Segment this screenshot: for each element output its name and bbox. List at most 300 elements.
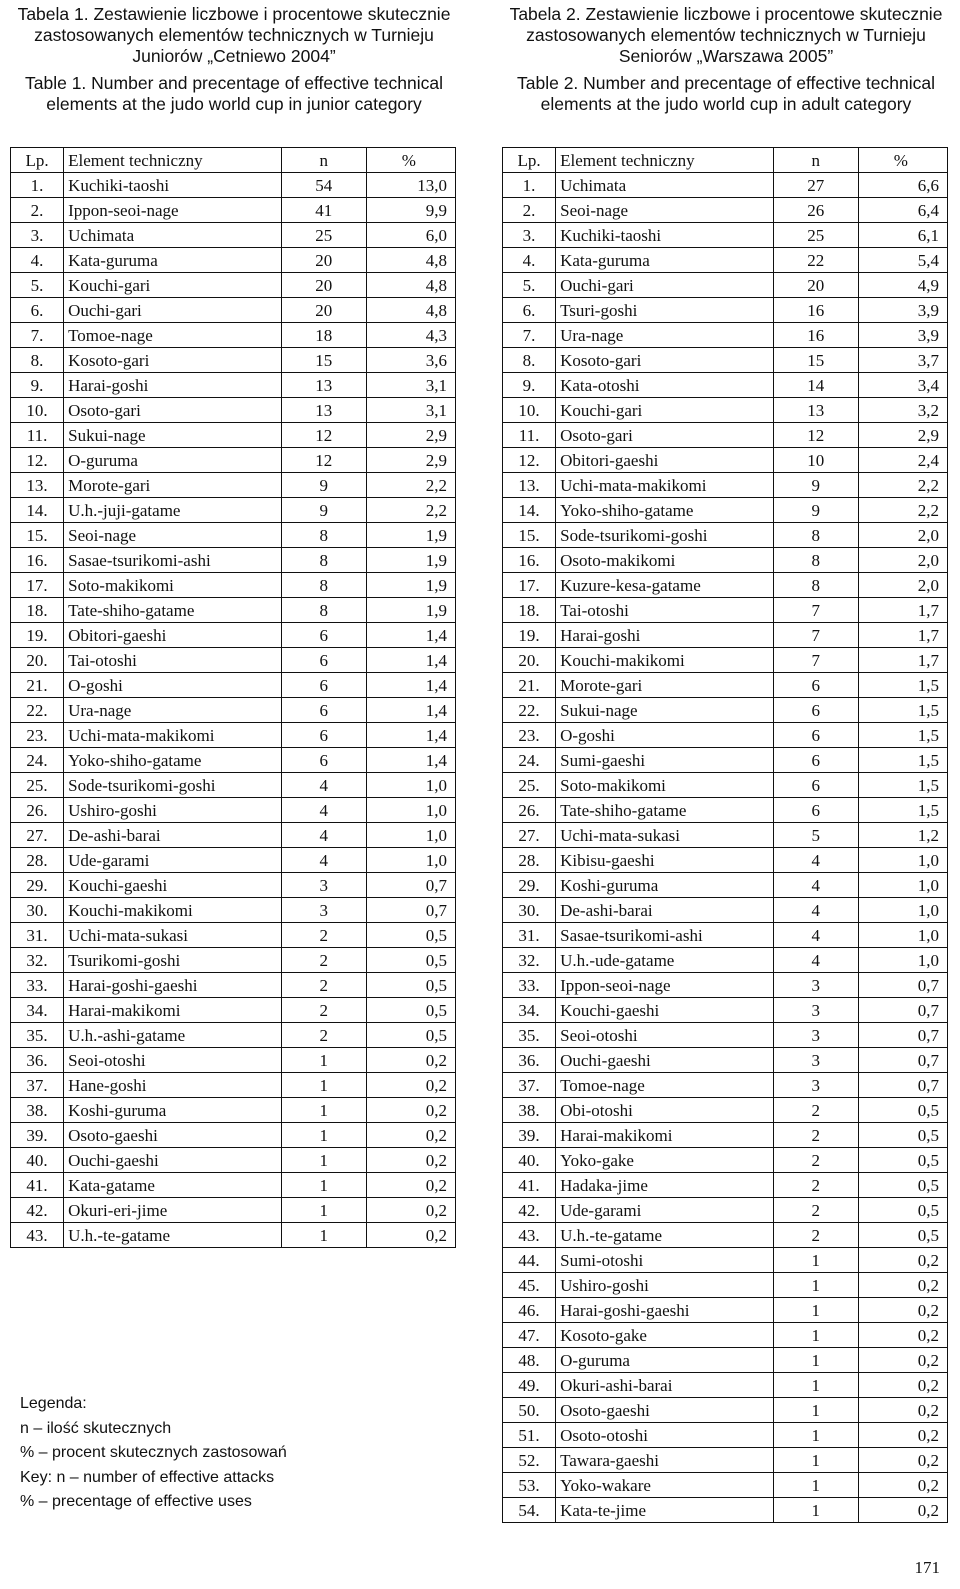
cell-n: 1: [773, 1273, 858, 1298]
cell-element: Okuri-ashi-barai: [556, 1373, 773, 1398]
table-row: [11, 473, 456, 498]
table-row: [503, 798, 948, 823]
cell-lp: 26.: [503, 798, 556, 823]
legend-line: Key: n – number of effective attacks: [20, 1468, 275, 1486]
cell-lp: 21.: [11, 673, 64, 698]
cell-percent: 2,2: [366, 473, 455, 498]
table-row: [503, 1373, 948, 1398]
cell-lp: 9.: [503, 373, 556, 398]
cell-n: 22: [773, 248, 858, 273]
cell-element: Harai-goshi: [556, 623, 773, 648]
cell-n: 3: [773, 1048, 858, 1073]
table-row: [503, 848, 948, 873]
table-row: [11, 648, 456, 673]
cell-element: Hane-goshi: [64, 1073, 281, 1098]
cell-percent: 6,1: [858, 223, 947, 248]
cell-lp: 25.: [503, 773, 556, 798]
cell-percent: 6,6: [858, 173, 947, 198]
cell-lp: 39.: [503, 1123, 556, 1148]
cell-percent: 1,0: [366, 823, 455, 848]
table-row: [503, 1123, 948, 1148]
cell-element: Yoko-shiho-gatame: [556, 498, 773, 523]
table-row: [11, 198, 456, 223]
cell-element: Ouchi-gaeshi: [556, 1048, 773, 1073]
cell-n: 7: [773, 623, 858, 648]
cell-n: 3: [773, 1073, 858, 1098]
cell-lp: 19.: [503, 623, 556, 648]
cell-percent: 0,7: [858, 1048, 947, 1073]
cell-n: 3: [281, 873, 366, 898]
cell-lp: 17.: [11, 573, 64, 598]
table-row: [11, 298, 456, 323]
cell-percent: 1,9: [366, 523, 455, 548]
cell-n: 2: [773, 1223, 858, 1248]
cell-percent: 3,1: [366, 373, 455, 398]
cell-n: 2: [773, 1098, 858, 1123]
table-row: [503, 1348, 948, 1373]
cell-element: O-guruma: [556, 1348, 773, 1373]
cell-lp: 13.: [11, 473, 64, 498]
cell-percent: 3,9: [858, 323, 947, 348]
cell-element: Sasae-tsurikomi-ashi: [556, 923, 773, 948]
cell-n: 6: [773, 798, 858, 823]
cell-n: 1: [773, 1473, 858, 1498]
table-row: [11, 273, 456, 298]
table-row: [11, 1098, 456, 1123]
cell-n: 2: [773, 1123, 858, 1148]
table-row: [503, 473, 948, 498]
cell-n: 6: [773, 748, 858, 773]
table-row: [503, 198, 948, 223]
cell-percent: 4,8: [366, 248, 455, 273]
cell-percent: 3,4: [858, 373, 947, 398]
table-row: [11, 348, 456, 373]
table-row: [11, 323, 456, 348]
cell-element: Okuri-eri-jime: [64, 1198, 281, 1223]
table-row: [503, 173, 948, 198]
cell-percent: 3,7: [858, 348, 947, 373]
cell-lp: 10.: [11, 398, 64, 423]
table-row: [11, 598, 456, 623]
cell-element: De-ashi-barai: [556, 898, 773, 923]
cell-element: Harai-goshi-gaeshi: [64, 973, 281, 998]
cell-element: Seoi-nage: [556, 198, 773, 223]
cell-element: U.h.-ude-gatame: [556, 948, 773, 973]
cell-element: Tate-shiho-gatame: [64, 598, 281, 623]
cell-element: Tai-otoshi: [64, 648, 281, 673]
cell-element: Kouchi-gaeshi: [556, 998, 773, 1023]
cell-element: Kouchi-gari: [64, 273, 281, 298]
cell-element: Ushiro-goshi: [64, 798, 281, 823]
cell-lp: 38.: [11, 1098, 64, 1123]
table-row: [503, 548, 948, 573]
cell-percent: 2,4: [858, 448, 947, 473]
cell-n: 4: [773, 898, 858, 923]
header-n: n: [773, 148, 858, 173]
cell-element: Tawara-gaeshi: [556, 1448, 773, 1473]
cell-element: Uchi-mata-makikomi: [64, 723, 281, 748]
cell-percent: 1,5: [858, 723, 947, 748]
table-row: [11, 798, 456, 823]
table-row: [503, 1248, 948, 1273]
cell-percent: 0,2: [858, 1498, 947, 1523]
cell-n: 7: [773, 648, 858, 673]
cell-element: Sumi-gaeshi: [556, 748, 773, 773]
cell-n: 13: [281, 373, 366, 398]
cell-lp: 12.: [11, 448, 64, 473]
cell-n: 4: [773, 923, 858, 948]
cell-n: 9: [773, 498, 858, 523]
cell-n: 6: [773, 698, 858, 723]
cell-lp: 7.: [11, 323, 64, 348]
cell-element: Ude-garami: [64, 848, 281, 873]
cell-percent: 0,7: [366, 898, 455, 923]
cell-element: Kibisu-gaeshi: [556, 848, 773, 873]
cell-n: 4: [773, 948, 858, 973]
cell-lp: 40.: [11, 1148, 64, 1173]
cell-lp: 48.: [503, 1348, 556, 1373]
cell-element: Kata-guruma: [64, 248, 281, 273]
cell-element: Kosoto-gari: [64, 348, 281, 373]
cell-element: U.h.-te-gatame: [64, 1223, 281, 1248]
cell-element: Osoto-makikomi: [556, 548, 773, 573]
table-row: [503, 673, 948, 698]
cell-element: Sukui-nage: [556, 698, 773, 723]
cell-element: Tomoe-nage: [64, 323, 281, 348]
cell-n: 1: [773, 1298, 858, 1323]
cell-lp: 30.: [11, 898, 64, 923]
table-row: [503, 1498, 948, 1523]
cell-n: 6: [773, 723, 858, 748]
cell-element: Uchimata: [64, 223, 281, 248]
cell-element: Kuzure-kesa-gatame: [556, 573, 773, 598]
cell-n: 20: [281, 273, 366, 298]
table-row: [503, 423, 948, 448]
table-row: [11, 1223, 456, 1248]
cell-percent: 2,0: [858, 523, 947, 548]
table-row: [11, 573, 456, 598]
cell-n: 6: [281, 673, 366, 698]
cell-n: 4: [773, 873, 858, 898]
cell-n: 3: [773, 973, 858, 998]
cell-lp: 4.: [503, 248, 556, 273]
cell-percent: 0,2: [366, 1148, 455, 1173]
cell-percent: 1,5: [858, 773, 947, 798]
cell-percent: 0,2: [366, 1223, 455, 1248]
table-row: [503, 1148, 948, 1173]
cell-lp: 51.: [503, 1423, 556, 1448]
cell-percent: 0,2: [366, 1173, 455, 1198]
cell-lp: 10.: [503, 398, 556, 423]
cell-percent: 1,0: [366, 773, 455, 798]
cell-n: 6: [281, 623, 366, 648]
cell-element: O-goshi: [556, 723, 773, 748]
cell-element: Yoko-wakare: [556, 1473, 773, 1498]
cell-n: 1: [773, 1348, 858, 1373]
cell-n: 3: [773, 1023, 858, 1048]
cell-lp: 53.: [503, 1473, 556, 1498]
table-row: [503, 373, 948, 398]
cell-n: 2: [281, 948, 366, 973]
header-lp: Lp.: [11, 148, 64, 173]
cell-lp: 37.: [503, 1073, 556, 1098]
cell-percent: 0,7: [858, 1023, 947, 1048]
table-row: [11, 173, 456, 198]
cell-percent: 1,9: [366, 573, 455, 598]
table-row: [503, 573, 948, 598]
cell-element: Kata-otoshi: [556, 373, 773, 398]
cell-n: 20: [281, 298, 366, 323]
cell-n: 8: [773, 548, 858, 573]
cell-element: Soto-makikomi: [556, 773, 773, 798]
header-percent: %: [366, 148, 455, 173]
cell-lp: 33.: [11, 973, 64, 998]
cell-percent: 2,9: [366, 448, 455, 473]
cell-percent: 0,7: [858, 1073, 947, 1098]
cell-n: 6: [773, 673, 858, 698]
cell-lp: 25.: [11, 773, 64, 798]
cell-element: Kata-te-jime: [556, 1498, 773, 1523]
cell-n: 6: [281, 698, 366, 723]
cell-percent: 0,5: [858, 1098, 947, 1123]
cell-lp: 1.: [11, 173, 64, 198]
cell-n: 1: [773, 1498, 858, 1523]
cell-element: Obitori-gaeshi: [556, 448, 773, 473]
table-row: [503, 523, 948, 548]
cell-percent: 0,5: [366, 948, 455, 973]
cell-lp: 31.: [11, 923, 64, 948]
cell-n: 3: [773, 998, 858, 1023]
legend-line: % – procent skutecznych zastosowań: [20, 1444, 287, 1461]
cell-lp: 30.: [503, 898, 556, 923]
table-row: [503, 998, 948, 1023]
cell-element: Yoko-gake: [556, 1148, 773, 1173]
header-n: n: [281, 148, 366, 173]
table-row: [11, 748, 456, 773]
cell-percent: 0,5: [366, 923, 455, 948]
cell-lp: 2.: [503, 198, 556, 223]
cell-lp: 21.: [503, 673, 556, 698]
cell-element: O-goshi: [64, 673, 281, 698]
cell-lp: 36.: [503, 1048, 556, 1073]
cell-percent: 1,4: [366, 673, 455, 698]
cell-element: U.h.-juji-gatame: [64, 498, 281, 523]
cell-percent: 0,2: [858, 1473, 947, 1498]
cell-n: 26: [773, 198, 858, 223]
cell-n: 18: [281, 323, 366, 348]
table2-caption-en: Table 2. Number and precentage of effective technical elements at the judo world cup in adult category: [517, 73, 935, 114]
cell-element: Seoi-otoshi: [556, 1023, 773, 1048]
cell-element: Yoko-shiho-gatame: [64, 748, 281, 773]
cell-lp: 9.: [11, 373, 64, 398]
cell-lp: 41.: [503, 1173, 556, 1198]
cell-element: Ouchi-gari: [556, 273, 773, 298]
table-row: [503, 1273, 948, 1298]
cell-percent: 4,8: [366, 298, 455, 323]
table-row: [11, 873, 456, 898]
table-row: [503, 823, 948, 848]
cell-lp: 6.: [11, 298, 64, 323]
table1: [10, 147, 456, 1248]
cell-element: Tai-otoshi: [556, 598, 773, 623]
table-row: [503, 273, 948, 298]
table-row: [11, 1048, 456, 1073]
cell-lp: 39.: [11, 1123, 64, 1148]
cell-percent: 0,7: [858, 973, 947, 998]
cell-n: 13: [281, 398, 366, 423]
cell-element: Sumi-otoshi: [556, 1248, 773, 1273]
cell-lp: 24.: [11, 748, 64, 773]
cell-n: 4: [281, 848, 366, 873]
table-row: [503, 948, 948, 973]
cell-element: Morote-gari: [556, 673, 773, 698]
table-row: [503, 1048, 948, 1073]
cell-lp: 5.: [11, 273, 64, 298]
cell-element: U.h.-ashi-gatame: [64, 1023, 281, 1048]
cell-element: Soto-makikomi: [64, 573, 281, 598]
cell-lp: 6.: [503, 298, 556, 323]
legend: [20, 1392, 287, 1515]
cell-percent: 1,4: [366, 723, 455, 748]
cell-n: 1: [773, 1423, 858, 1448]
cell-lp: 18.: [503, 598, 556, 623]
cell-lp: 15.: [503, 523, 556, 548]
table-row: [11, 973, 456, 998]
table-row: [11, 848, 456, 873]
cell-lp: 15.: [11, 523, 64, 548]
cell-element: De-ashi-barai: [64, 823, 281, 848]
cell-lp: 1.: [503, 173, 556, 198]
cell-percent: 13,0: [366, 173, 455, 198]
cell-n: 8: [281, 573, 366, 598]
cell-element: Kosoto-gake: [556, 1323, 773, 1348]
cell-lp: 5.: [503, 273, 556, 298]
table-row: [503, 498, 948, 523]
cell-element: Tate-shiho-gatame: [556, 798, 773, 823]
table-row: [11, 623, 456, 648]
cell-percent: 3,9: [858, 298, 947, 323]
cell-lp: 27.: [11, 823, 64, 848]
table1-caption-pl: Tabela 1. Zestawienie liczbowe i procentowe skutecznie zastosowanych elementów technicznych w Turnieju Juniorów „Cetniewo 2004”: [17, 4, 451, 66]
cell-n: 2: [281, 1023, 366, 1048]
cell-percent: 1,0: [858, 948, 947, 973]
cell-percent: 2,0: [858, 573, 947, 598]
cell-lp: 24.: [503, 748, 556, 773]
cell-lp: 49.: [503, 1373, 556, 1398]
cell-element: Tsurikomi-goshi: [64, 948, 281, 973]
table-row: [11, 698, 456, 723]
cell-n: 2: [281, 998, 366, 1023]
table-row: [11, 1023, 456, 1048]
cell-lp: 22.: [503, 698, 556, 723]
table-row: [503, 1073, 948, 1098]
cell-percent: 1,4: [366, 748, 455, 773]
cell-percent: 1,0: [366, 848, 455, 873]
table2-section: [502, 0, 950, 1520]
cell-n: 1: [281, 1048, 366, 1073]
cell-n: 9: [281, 498, 366, 523]
table-row: [503, 973, 948, 998]
cell-lp: 20.: [503, 648, 556, 673]
cell-element: Osoto-gari: [556, 423, 773, 448]
cell-lp: 45.: [503, 1273, 556, 1298]
table-row: [11, 448, 456, 473]
cell-element: Osoto-gaeshi: [64, 1123, 281, 1148]
cell-element: Ura-nage: [556, 323, 773, 348]
cell-n: 14: [773, 373, 858, 398]
cell-n: 2: [773, 1148, 858, 1173]
cell-n: 20: [281, 248, 366, 273]
cell-percent: 6,0: [366, 223, 455, 248]
cell-n: 27: [773, 173, 858, 198]
cell-percent: 1,2: [858, 823, 947, 848]
cell-lp: 47.: [503, 1323, 556, 1348]
cell-element: Sukui-nage: [64, 423, 281, 448]
cell-lp: 4.: [11, 248, 64, 273]
table-row: [503, 1023, 948, 1048]
cell-lp: 2.: [11, 198, 64, 223]
cell-percent: 0,2: [858, 1323, 947, 1348]
cell-n: 13: [773, 398, 858, 423]
table-row: [503, 1323, 948, 1348]
table-row: [503, 873, 948, 898]
table-row: [11, 823, 456, 848]
cell-lp: 3.: [503, 223, 556, 248]
cell-n: 8: [773, 573, 858, 598]
cell-lp: 11.: [503, 423, 556, 448]
cell-percent: 0,2: [858, 1348, 947, 1373]
cell-element: Obitori-gaeshi: [64, 623, 281, 648]
cell-lp: 40.: [503, 1148, 556, 1173]
cell-element: Morote-gari: [64, 473, 281, 498]
cell-n: 4: [281, 798, 366, 823]
header-element: Element techniczny: [556, 148, 773, 173]
cell-percent: 0,2: [858, 1248, 947, 1273]
cell-lp: 54.: [503, 1498, 556, 1523]
cell-percent: 1,5: [858, 673, 947, 698]
cell-percent: 4,3: [366, 323, 455, 348]
cell-element: Uchimata: [556, 173, 773, 198]
cell-percent: 1,0: [858, 898, 947, 923]
cell-n: 54: [281, 173, 366, 198]
cell-percent: 1,7: [858, 648, 947, 673]
cell-element: Seoi-otoshi: [64, 1048, 281, 1073]
cell-lp: 34.: [503, 998, 556, 1023]
cell-n: 3: [281, 898, 366, 923]
cell-n: 8: [281, 548, 366, 573]
table1-body: [11, 173, 456, 1248]
cell-element: Uchi-mata-sukasi: [556, 823, 773, 848]
table-row: [503, 298, 948, 323]
cell-lp: 46.: [503, 1298, 556, 1323]
page-number: 171: [914, 1558, 940, 1577]
cell-n: 9: [281, 473, 366, 498]
cell-percent: 0,2: [858, 1273, 947, 1298]
cell-lp: 32.: [503, 948, 556, 973]
cell-percent: 9,9: [366, 198, 455, 223]
cell-percent: 1,0: [858, 848, 947, 873]
cell-n: 12: [281, 448, 366, 473]
cell-element: Uchi-mata-makikomi: [556, 473, 773, 498]
cell-element: Ouchi-gaeshi: [64, 1148, 281, 1173]
table-row: [11, 423, 456, 448]
cell-element: Uchi-mata-sukasi: [64, 923, 281, 948]
cell-element: Kata-guruma: [556, 248, 773, 273]
cell-lp: 35.: [11, 1023, 64, 1048]
cell-percent: 1,0: [366, 798, 455, 823]
table2: [502, 147, 948, 1523]
table-row: [503, 1198, 948, 1223]
